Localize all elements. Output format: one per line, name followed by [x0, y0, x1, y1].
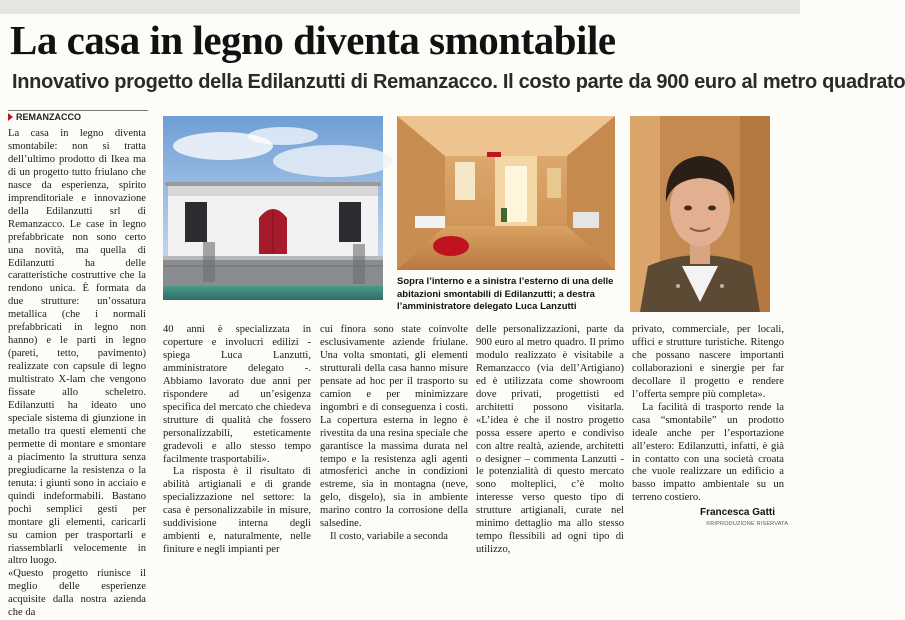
subtitle: Innovativo progetto della Edilanzutti di Remanzacco. Il costo parte da 900 euro al metro quadrato [12, 71, 905, 93]
paragraph: privato, commerciale, per locali, uffici e strutture turistiche. Ritengo che possano nascere importanti collaborazioni e sinergie per far decollare il progetto e rendere l’offerta sempre più completa». [632, 324, 784, 400]
portrait-photo [630, 116, 770, 312]
portrait-illustration [630, 116, 770, 312]
headline: La casa in legno diventa smontabile [10, 17, 616, 63]
house-exterior-photo [163, 116, 383, 300]
author-byline: Francesca Gatti [700, 507, 776, 518]
paragraph: Il costo, variabile a seconda [330, 531, 448, 543]
house-interior-photo [397, 116, 615, 270]
paragraph: «Questo progetto riunisce il meglio delle esperienze acquisite dalla nostra azienda che da [8, 568, 146, 619]
paragraph: La facilità di trasporto rende la casa “smontabile” un prodotto ideale anche per l’esportazione all’estero: Edilanzutti, infatti, è già in contatto con una società croata che vuole realizzare un edificio a basso impatto ambientale su un terreno costiero. [632, 401, 784, 504]
dateline-rule [8, 110, 148, 111]
article-column-4 [476, 324, 624, 557]
paragraph: delle personalizzazioni, parte da 900 euro al metro quadro. Il primo modulo realizzato è visitabile a Remanzacco (via dell’Artigiano) ed è utilizzata come showroom dove privati, progettisti ed architetti possono visitarla. «L’idea è che il nostro progetto possa essere aperto e condiviso con altre realtà, aziende, architetti o designer – commenta Lanzutti - le potenzialità di questo mercato sono molteplici, c’è molto interesse verso questo tipo di strutture artigianali, curate nel minimo dettaglio ma allo stesso tempo flessibili ad ogni tipo di utilizzo, [476, 324, 624, 556]
dateline-text: REMANZACCO [16, 112, 81, 122]
copyright-note: ©RIPRODUZIONE RISERVATA [706, 521, 789, 527]
paragraph: La casa in legno diventa smontabile: non si tratta dell’ultimo prodotto di Ikea ma di un progetto tutto friulano che nasce da esperienza, spirito imprenditoriale e innovazione della Edilanzutti srl di Remanzacco. Le case in legno prefabbricate non sono certo una novità, ma quella di Edilanzutti ha delle caratteristiche costruttive che la rendono unica. È formata da due strutture: un’ossatura metallica (che i normali prefabbricati in legno non hanno) e le parti in legno (pareti, tetto, pavimento) realizzate con capsule di legno multistrato X-lam che vengono fissate allo scheletro. Edilanzutti ha ideato uno speciale sistema di giunzione in metallo tra questi elementi che permette di montare e smontare a piacimento la struttura senza pregiudicarne la resistenza o la tenuta: i giunti sono in acciaio e quindi indeformabili. Bastano pochi semplici gesti per montare gli elementi, caricarli su camion per trasportarli e riassemblarli velocemente in altro luogo. [8, 128, 146, 567]
paragraph: 40 anni è specializzata in coperture e involucri edilizi - spiega Luca Lanzutti, amministratore delegato -. Abbiamo lavorato due anni per rispondere ad un’esigenza specifica del mercato che chiedeva strutture di qualità che fossero personalizzabili, esteticamente gradevoli e allo stesso tempo facilmente trasportabili». [163, 324, 311, 465]
article-column-3 [320, 324, 468, 544]
house-exterior-illustration [163, 116, 383, 300]
page-top-bar [0, 0, 800, 14]
house-interior-illustration [397, 116, 615, 270]
paragraph: La risposta è il risultato di abilità artigianali e di grande specializzazione nel settore: la casa è personalizzabile in misure, suddivisione interna degli ambienti e, naturalmente, nelle finiture e negli impianti per [163, 466, 311, 556]
article-column-5 [632, 324, 784, 505]
article-column-1 [8, 128, 146, 620]
photo-caption: Sopra l’interno e a sinistra l’esterno di una delle abitazioni smontabili di Edilanzutti; a destra l’amministratore delegato Luca Lanzutti [397, 276, 614, 312]
triangle-marker-icon [8, 113, 13, 121]
article-column-2 [163, 324, 311, 557]
paragraph: cui finora sono state coinvolte esclusivamente aziende friulane. Una volta smontati, gli elementi strutturali della casa hanno misure pensate ad hoc per il trasporto su camion e per minimizzare ingombri e di conseguenza i costi. La copertura esterna in legno è rivestita da una resina speciale che garantisce la massima durata nel tempo e la resistenza agli agenti atmosferici anche in condizioni estreme, sia in montagna (neve, gelo, disgelo), sia in ambiente marino contro la corrosione della salsedine. [320, 324, 468, 530]
dateline [8, 112, 81, 122]
